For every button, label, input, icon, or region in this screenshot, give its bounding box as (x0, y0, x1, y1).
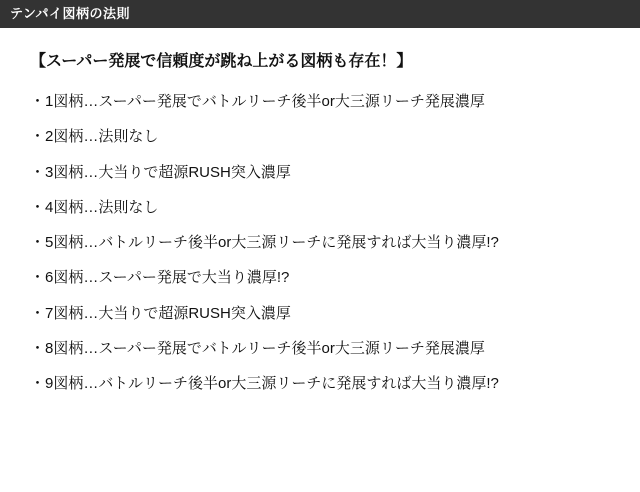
list-item: ・9図柄…バトルリーチ後半or大三源リーチに発展すれば大当り濃厚!? (30, 375, 499, 393)
list-item: ・3図柄…大当りで超源RUSH突入濃厚 (30, 163, 291, 181)
window-title: テンパイ図柄の法則 (10, 6, 130, 21)
list-item: ・6図柄…スーパー発展で大当り濃厚!? (30, 269, 290, 287)
list-item: ・7図柄…大当りで超源RUSH突入濃厚 (30, 304, 291, 322)
page-title: 【スーパー発展で信頼度が跳ね上がる図柄も存在！】 (30, 53, 413, 70)
list-item: ・5図柄…バトルリーチ後半or大三源リーチに発展すれば大当り濃厚!? (30, 234, 499, 252)
rule-list (30, 84, 618, 402)
document-content (0, 28, 640, 492)
list-item: ・4図柄…法則なし (30, 198, 159, 216)
window-title-bar (0, 0, 640, 28)
list-item: ・1図柄…スーパー発展でバトルリーチ後半or大三源リーチ発展濃厚 (30, 93, 485, 110)
list-item: ・8図柄…スーパー発展でバトルリーチ後半or大三源リーチ発展濃厚 (30, 340, 485, 358)
list-item: ・2図柄…法則なし (30, 128, 159, 146)
